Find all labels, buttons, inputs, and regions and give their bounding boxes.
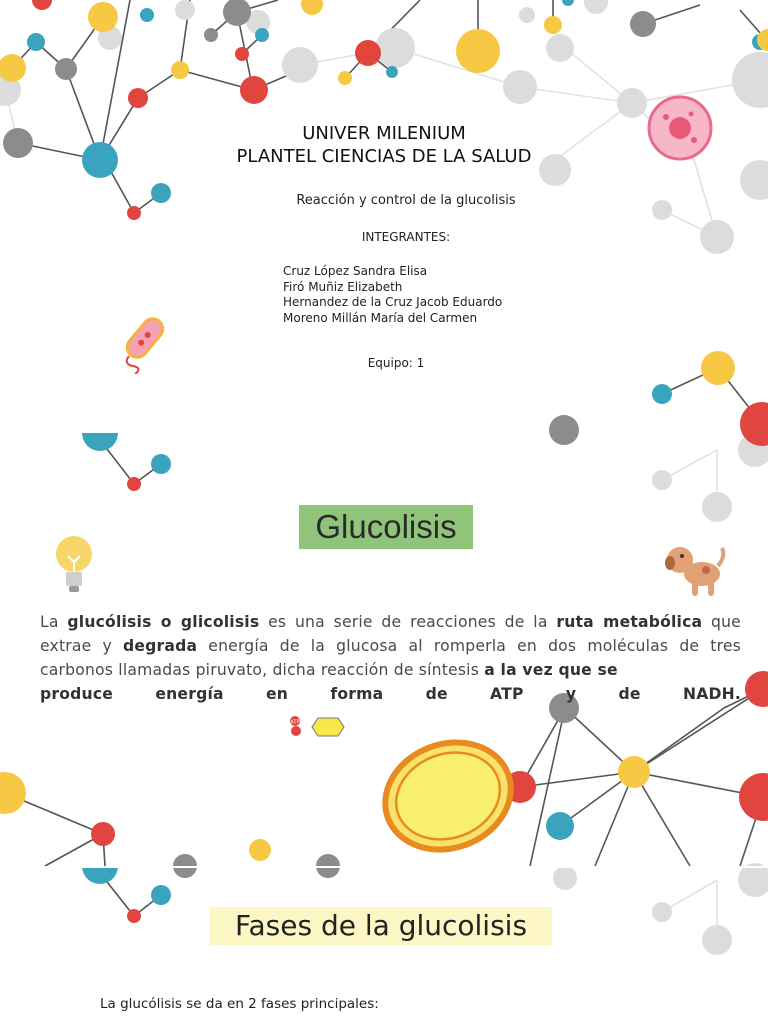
member-name: Firó Muñiz Elizabeth — [283, 279, 403, 294]
section-heading-glucolisis: Glucolisis — [299, 505, 473, 549]
institution-name: UNIVER MILENIUM — [302, 123, 466, 144]
team-number: Equipo: 1 — [367, 356, 425, 370]
text-fragment: que extrae y — [40, 613, 741, 655]
member-name: Hernandez de la Cruz Jacob Eduardo — [283, 295, 503, 309]
glucolisis-paragraph — [40, 610, 741, 706]
text-fragment: La — [40, 613, 59, 631]
members-label: INTEGRANTES: — [361, 230, 451, 244]
document-subtitle: Reacción y control de la glucolisis — [296, 193, 516, 208]
term-ruta-metabolica: ruta metabólica — [556, 613, 703, 631]
member-name: Cruz López Sandra Elisa — [283, 264, 428, 278]
text-fragment: es una serie de reacciones de la — [259, 613, 557, 631]
mitochondria-illustration — [285, 712, 525, 862]
text-fragment-last-line: produce energía en forma de ATP y de NADH. — [40, 685, 741, 703]
lightbulb-icon — [52, 534, 96, 598]
dog-icon — [660, 542, 726, 600]
members-list — [283, 264, 502, 326]
term-glucolisis: glucólisis o glicolisis — [67, 613, 260, 631]
term-degrada: degrada — [123, 637, 198, 655]
section-heading-fases: Fases de la glucolisis — [210, 907, 552, 945]
fases-intro-text: La glucólisis se da en 2 fases principales: — [100, 996, 379, 1012]
atp-label: ATP — [290, 719, 300, 726]
term-a-la-vez: a la vez que se — [484, 661, 618, 679]
text-fragment: energía de la glucosa al romperla en dos moléculas de tres carbonos llamadas piruvato, dicha reacción de síntesis — [40, 637, 741, 679]
campus-name: PLANTEL CIENCIAS DE LA SALUD — [236, 146, 532, 167]
member-name: Moreno Millán María del Carmen — [283, 310, 478, 325]
